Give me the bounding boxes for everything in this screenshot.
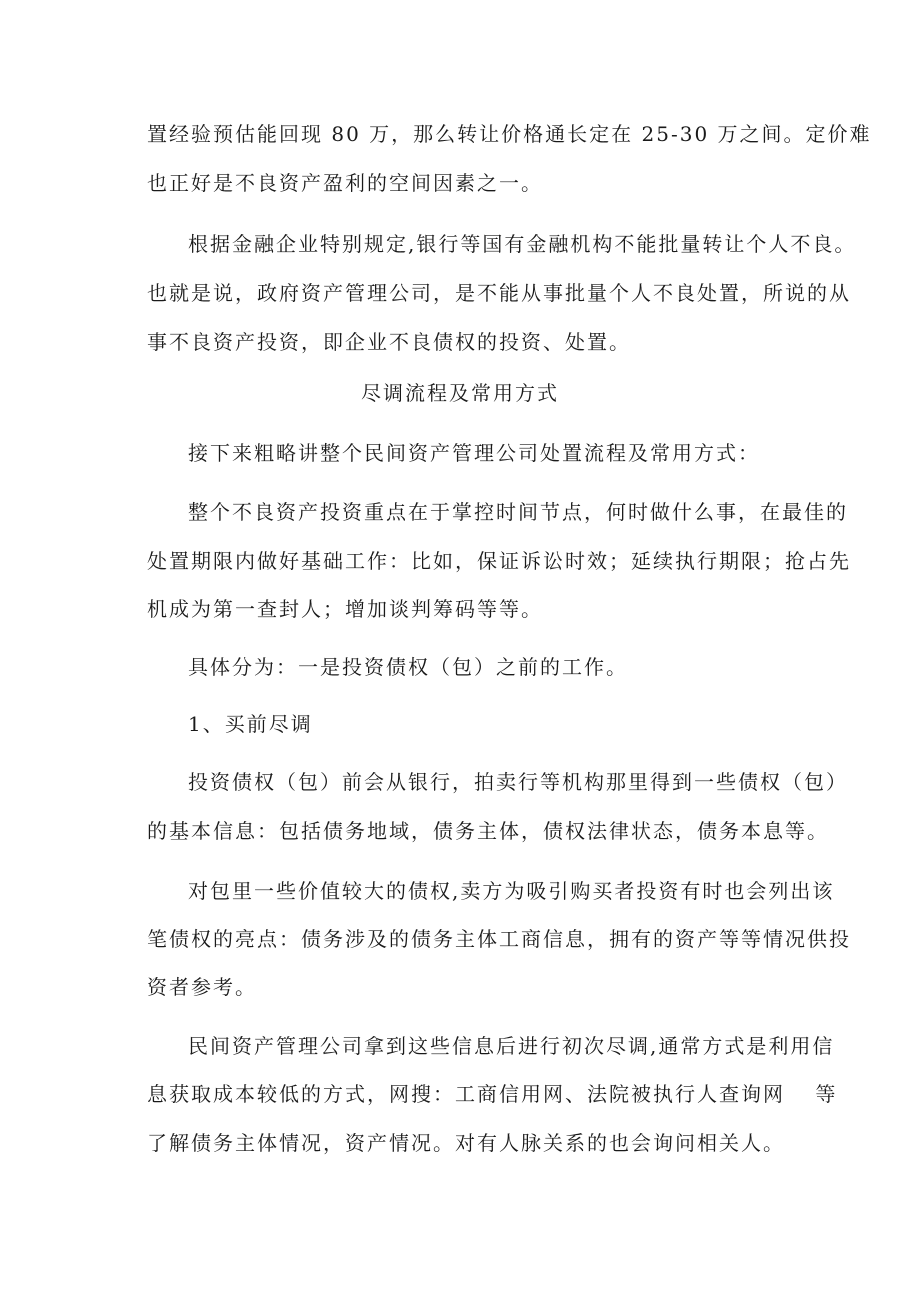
paragraph-line: 机成为第一查封人；增加谈判筹码等等。 bbox=[147, 597, 543, 621]
paragraph-line: 也正好是不良资产盈利的空间因素之一。 bbox=[147, 171, 543, 195]
section-heading: 尽调流程及常用方式 bbox=[361, 381, 559, 405]
subsection-title: 1、买前尽调 bbox=[188, 712, 313, 736]
paragraph-line: 根据金融企业特别规定,银行等国有金融机构不能批量转让个人不良。 bbox=[188, 232, 857, 256]
paragraph-line: 息获取成本较低的方式，网搜：工商信用网、法院被执行人查询网 等 bbox=[147, 1082, 838, 1106]
paragraph-line: 处置期限内做好基础工作：比如，保证诉讼时效；延续执行期限；抢占先 bbox=[147, 549, 851, 573]
paragraph-line: 也就是说，政府资产管理公司，是不能从事批量个人不良处置，所说的从 bbox=[147, 281, 851, 305]
paragraph-line: 资者参考。 bbox=[147, 975, 257, 999]
paragraph-line: 具体分为：一是投资债权（包）之前的工作。 bbox=[188, 655, 628, 679]
paragraph-line: 整个不良资产投资重点在于掌控时间节点，何时做什么事，在最佳的 bbox=[188, 500, 848, 524]
paragraph-line: 了解债务主体情况，资产情况。对有人脉关系的也会询问相关人。 bbox=[147, 1131, 785, 1155]
paragraph-line: 对包里一些价值较大的债权,卖方为吸引购买者投资有时也会列出该 bbox=[188, 879, 835, 903]
paragraph-line: 置经验预估能回现 80 万，那么转让价格通长定在 25-30 万之间。定价难 bbox=[147, 122, 872, 146]
paragraph-line: 事不良资产投资，即企业不良债权的投资、处置。 bbox=[147, 330, 631, 354]
paragraph-line: 民间资产管理公司拿到这些信息后进行初次尽调,通常方式是利用信 bbox=[188, 1034, 835, 1058]
paragraph-line: 笔债权的亮点：债务涉及的债务主体工商信息，拥有的资产等等情况供投 bbox=[147, 927, 851, 951]
paragraph-line: 投资债权（包）前会从银行，拍卖行等机构那里得到一些债权（包） bbox=[188, 770, 848, 794]
paragraph-line: 的基本信息：包括债务地域，债务主体，债权法律状态，债务本息等。 bbox=[147, 819, 829, 843]
paragraph-line: 接下来粗略讲整个民间资产管理公司处置流程及常用方式： bbox=[188, 441, 760, 465]
